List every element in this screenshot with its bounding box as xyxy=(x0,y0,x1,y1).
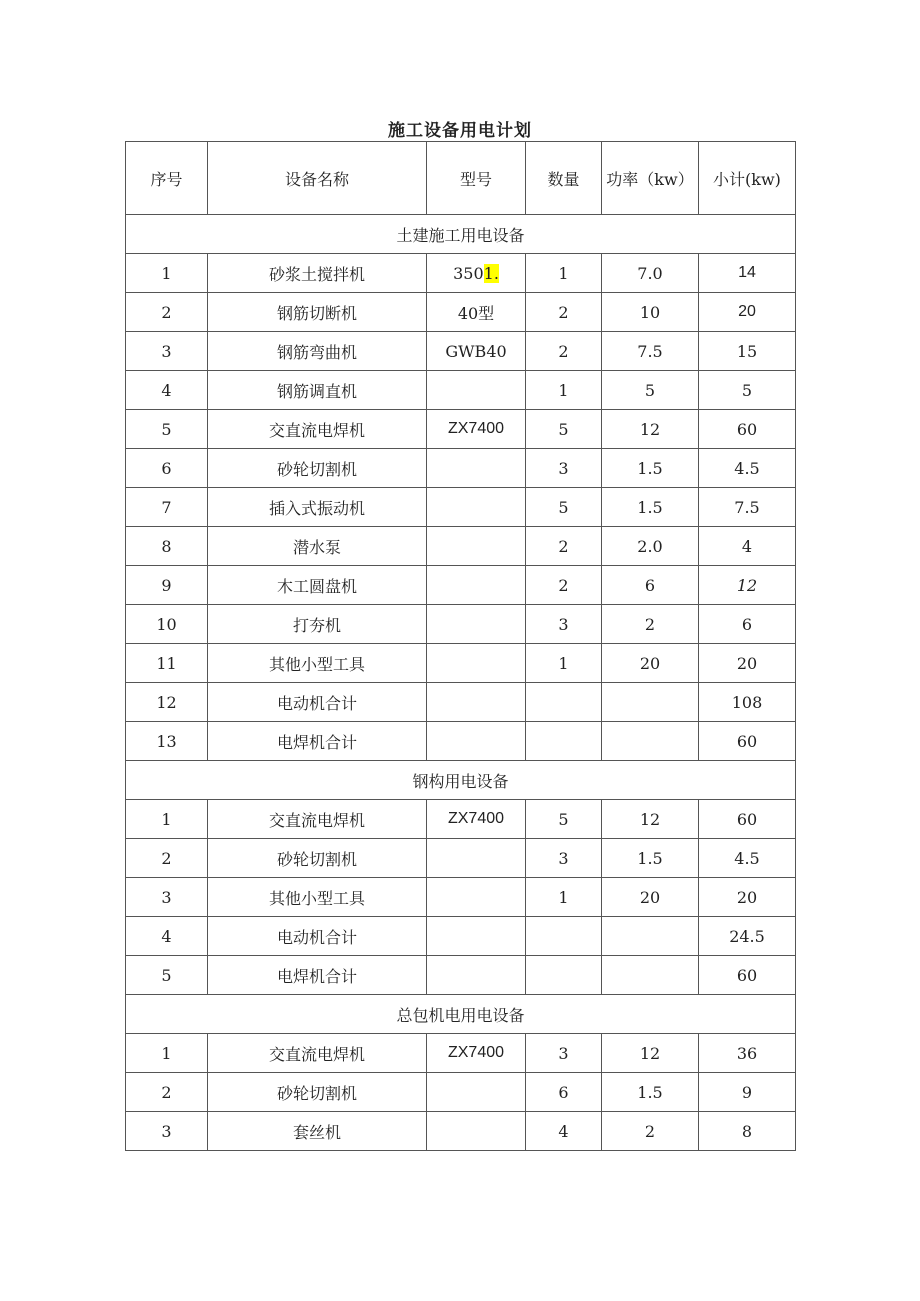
cell-model xyxy=(427,917,526,956)
cell-power: 1.5 xyxy=(602,449,699,488)
cell-subtotal: 20 xyxy=(699,293,796,332)
cell-subtotal: 7.5 xyxy=(699,488,796,527)
cell-model xyxy=(427,683,526,722)
cell-subtotal: 5 xyxy=(699,371,796,410)
cell-model xyxy=(427,371,526,410)
section-title: 土建施工用电设备 xyxy=(126,215,796,254)
cell-name: 砂浆土搅拌机 xyxy=(208,254,427,293)
cell-seq: 5 xyxy=(126,410,208,449)
cell-power: 12 xyxy=(602,410,699,449)
cell-model xyxy=(427,644,526,683)
cell-qty xyxy=(526,683,602,722)
cell-power xyxy=(602,956,699,995)
cell-seq: 11 xyxy=(126,644,208,683)
header-model: 型号 xyxy=(427,142,526,215)
table-row xyxy=(126,332,796,371)
cell-subtotal: 15 xyxy=(699,332,796,371)
table-row xyxy=(126,410,796,449)
cell-name: 电动机合计 xyxy=(208,917,427,956)
cell-name: 钢筋调直机 xyxy=(208,371,427,410)
cell-qty xyxy=(526,956,602,995)
table-row xyxy=(126,878,796,917)
cell-model xyxy=(427,878,526,917)
cell-model: ZX7400 xyxy=(427,1034,526,1073)
cell-seq: 9 xyxy=(126,566,208,605)
table-row xyxy=(126,1112,796,1151)
cell-name: 其他小型工具 xyxy=(208,878,427,917)
model-highlight: 1. xyxy=(483,263,499,283)
cell-name: 交直流电焊机 xyxy=(208,800,427,839)
cell-power: 1.5 xyxy=(602,488,699,527)
table-row xyxy=(126,293,796,332)
cell-model xyxy=(427,1112,526,1151)
cell-name: 打夯机 xyxy=(208,605,427,644)
cell-power: 1.5 xyxy=(602,1073,699,1112)
section-title: 总包机电用电设备 xyxy=(126,995,796,1034)
cell-power: 1.5 xyxy=(602,839,699,878)
cell-qty: 5 xyxy=(526,488,602,527)
cell-model xyxy=(427,956,526,995)
cell-seq: 10 xyxy=(126,605,208,644)
cell-power: 7.0 xyxy=(602,254,699,293)
cell-qty: 2 xyxy=(526,527,602,566)
table-row xyxy=(126,917,796,956)
cell-seq: 4 xyxy=(126,917,208,956)
cell-subtotal: 6 xyxy=(699,605,796,644)
table-row xyxy=(126,566,796,605)
cell-qty: 3 xyxy=(526,839,602,878)
cell-seq: 4 xyxy=(126,371,208,410)
section-row xyxy=(126,995,796,1034)
cell-name: 砂轮切割机 xyxy=(208,449,427,488)
cell-name: 钢筋切断机 xyxy=(208,293,427,332)
cell-subtotal: 108 xyxy=(699,683,796,722)
cell-subtotal: 36 xyxy=(699,1034,796,1073)
cell-subtotal: 24.5 xyxy=(699,917,796,956)
cell-model xyxy=(427,722,526,761)
header-subtotal: 小计(kw) xyxy=(699,142,796,215)
cell-power xyxy=(602,917,699,956)
cell-subtotal: 4 xyxy=(699,527,796,566)
cell-name: 砂轮切割机 xyxy=(208,839,427,878)
cell-model xyxy=(427,1073,526,1112)
table-row xyxy=(126,1034,796,1073)
cell-subtotal: 60 xyxy=(699,800,796,839)
cell-subtotal: 20 xyxy=(699,878,796,917)
cell-seq: 2 xyxy=(126,1073,208,1112)
cell-seq: 6 xyxy=(126,449,208,488)
cell-qty xyxy=(526,917,602,956)
cell-seq: 1 xyxy=(126,1034,208,1073)
cell-seq: 3 xyxy=(126,878,208,917)
cell-seq: 2 xyxy=(126,293,208,332)
cell-qty: 6 xyxy=(526,1073,602,1112)
cell-qty: 2 xyxy=(526,566,602,605)
table-row xyxy=(126,371,796,410)
cell-seq: 7 xyxy=(126,488,208,527)
cell-model xyxy=(427,839,526,878)
cell-model: ZX7400 xyxy=(427,410,526,449)
cell-name: 电焊机合计 xyxy=(208,956,427,995)
cell-qty: 5 xyxy=(526,800,602,839)
cell-power: 10 xyxy=(602,293,699,332)
page-title: 施工设备用电计划 xyxy=(388,121,532,141)
header-row xyxy=(126,142,796,215)
cell-qty xyxy=(526,722,602,761)
cell-subtotal: 60 xyxy=(699,410,796,449)
cell-power: 20 xyxy=(602,644,699,683)
equipment-power-table xyxy=(125,141,796,1151)
cell-qty: 1 xyxy=(526,644,602,683)
cell-power: 20 xyxy=(602,878,699,917)
cell-model xyxy=(427,605,526,644)
table-row xyxy=(126,956,796,995)
section-title: 钢构用电设备 xyxy=(126,761,796,800)
cell-name: 电焊机合计 xyxy=(208,722,427,761)
cell-seq: 1 xyxy=(126,800,208,839)
table-row xyxy=(126,800,796,839)
cell-subtotal: 4.5 xyxy=(699,839,796,878)
table-row xyxy=(126,449,796,488)
cell-subtotal: 60 xyxy=(699,722,796,761)
table-row xyxy=(126,605,796,644)
cell-qty: 2 xyxy=(526,332,602,371)
cell-model: GWB40 xyxy=(427,332,526,371)
cell-seq: 5 xyxy=(126,956,208,995)
cell-model: ZX7400 xyxy=(427,800,526,839)
cell-subtotal: 8 xyxy=(699,1112,796,1151)
cell-seq: 13 xyxy=(126,722,208,761)
cell-model xyxy=(427,449,526,488)
cell-qty: 4 xyxy=(526,1112,602,1151)
table-row xyxy=(126,254,796,293)
table-row xyxy=(126,527,796,566)
cell-name: 砂轮切割机 xyxy=(208,1073,427,1112)
cell-qty: 3 xyxy=(526,1034,602,1073)
cell-power: 12 xyxy=(602,800,699,839)
cell-subtotal: 9 xyxy=(699,1073,796,1112)
cell-seq: 2 xyxy=(126,839,208,878)
header-seq: 序号 xyxy=(126,142,208,215)
cell-qty: 3 xyxy=(526,605,602,644)
header-name: 设备名称 xyxy=(208,142,427,215)
cell-seq: 3 xyxy=(126,1112,208,1151)
cell-power: 2.0 xyxy=(602,527,699,566)
cell-subtotal: 4.5 xyxy=(699,449,796,488)
table-row xyxy=(126,722,796,761)
cell-name: 插入式振动机 xyxy=(208,488,427,527)
cell-name: 交直流电焊机 xyxy=(208,410,427,449)
cell-power: 6 xyxy=(602,566,699,605)
cell-qty: 5 xyxy=(526,410,602,449)
table-row xyxy=(126,488,796,527)
cell-model: 40型 xyxy=(427,293,526,332)
cell-name: 交直流电焊机 xyxy=(208,1034,427,1073)
header-power: 功率（kw） xyxy=(602,142,699,215)
section-row xyxy=(126,761,796,800)
cell-name: 钢筋弯曲机 xyxy=(208,332,427,371)
cell-power: 2 xyxy=(602,605,699,644)
cell-model xyxy=(427,254,526,293)
cell-power: 7.5 xyxy=(602,332,699,371)
cell-model xyxy=(427,488,526,527)
cell-seq: 1 xyxy=(126,254,208,293)
header-qty: 数量 xyxy=(526,142,602,215)
table-row xyxy=(126,683,796,722)
cell-qty: 1 xyxy=(526,371,602,410)
cell-seq: 8 xyxy=(126,527,208,566)
cell-name: 其他小型工具 xyxy=(208,644,427,683)
section-row xyxy=(126,215,796,254)
cell-subtotal: 20 xyxy=(699,644,796,683)
cell-qty: 3 xyxy=(526,449,602,488)
table-row xyxy=(126,839,796,878)
table-row xyxy=(126,644,796,683)
table-row xyxy=(126,1073,796,1112)
cell-qty: 2 xyxy=(526,293,602,332)
cell-power xyxy=(602,683,699,722)
cell-subtotal: 12 xyxy=(699,566,796,605)
cell-model xyxy=(427,566,526,605)
cell-seq: 12 xyxy=(126,683,208,722)
cell-subtotal: 60 xyxy=(699,956,796,995)
cell-qty: 1 xyxy=(526,878,602,917)
cell-power: 5 xyxy=(602,371,699,410)
cell-power: 12 xyxy=(602,1034,699,1073)
model-text: 350 xyxy=(453,263,484,283)
cell-power xyxy=(602,722,699,761)
cell-name: 电动机合计 xyxy=(208,683,427,722)
cell-model xyxy=(427,527,526,566)
cell-power: 2 xyxy=(602,1112,699,1151)
cell-seq: 3 xyxy=(126,332,208,371)
cell-name: 木工圆盘机 xyxy=(208,566,427,605)
cell-qty: 1 xyxy=(526,254,602,293)
cell-subtotal: 14 xyxy=(699,254,796,293)
cell-name: 套丝机 xyxy=(208,1112,427,1151)
cell-name: 潜水泵 xyxy=(208,527,427,566)
table-body xyxy=(126,215,796,1151)
